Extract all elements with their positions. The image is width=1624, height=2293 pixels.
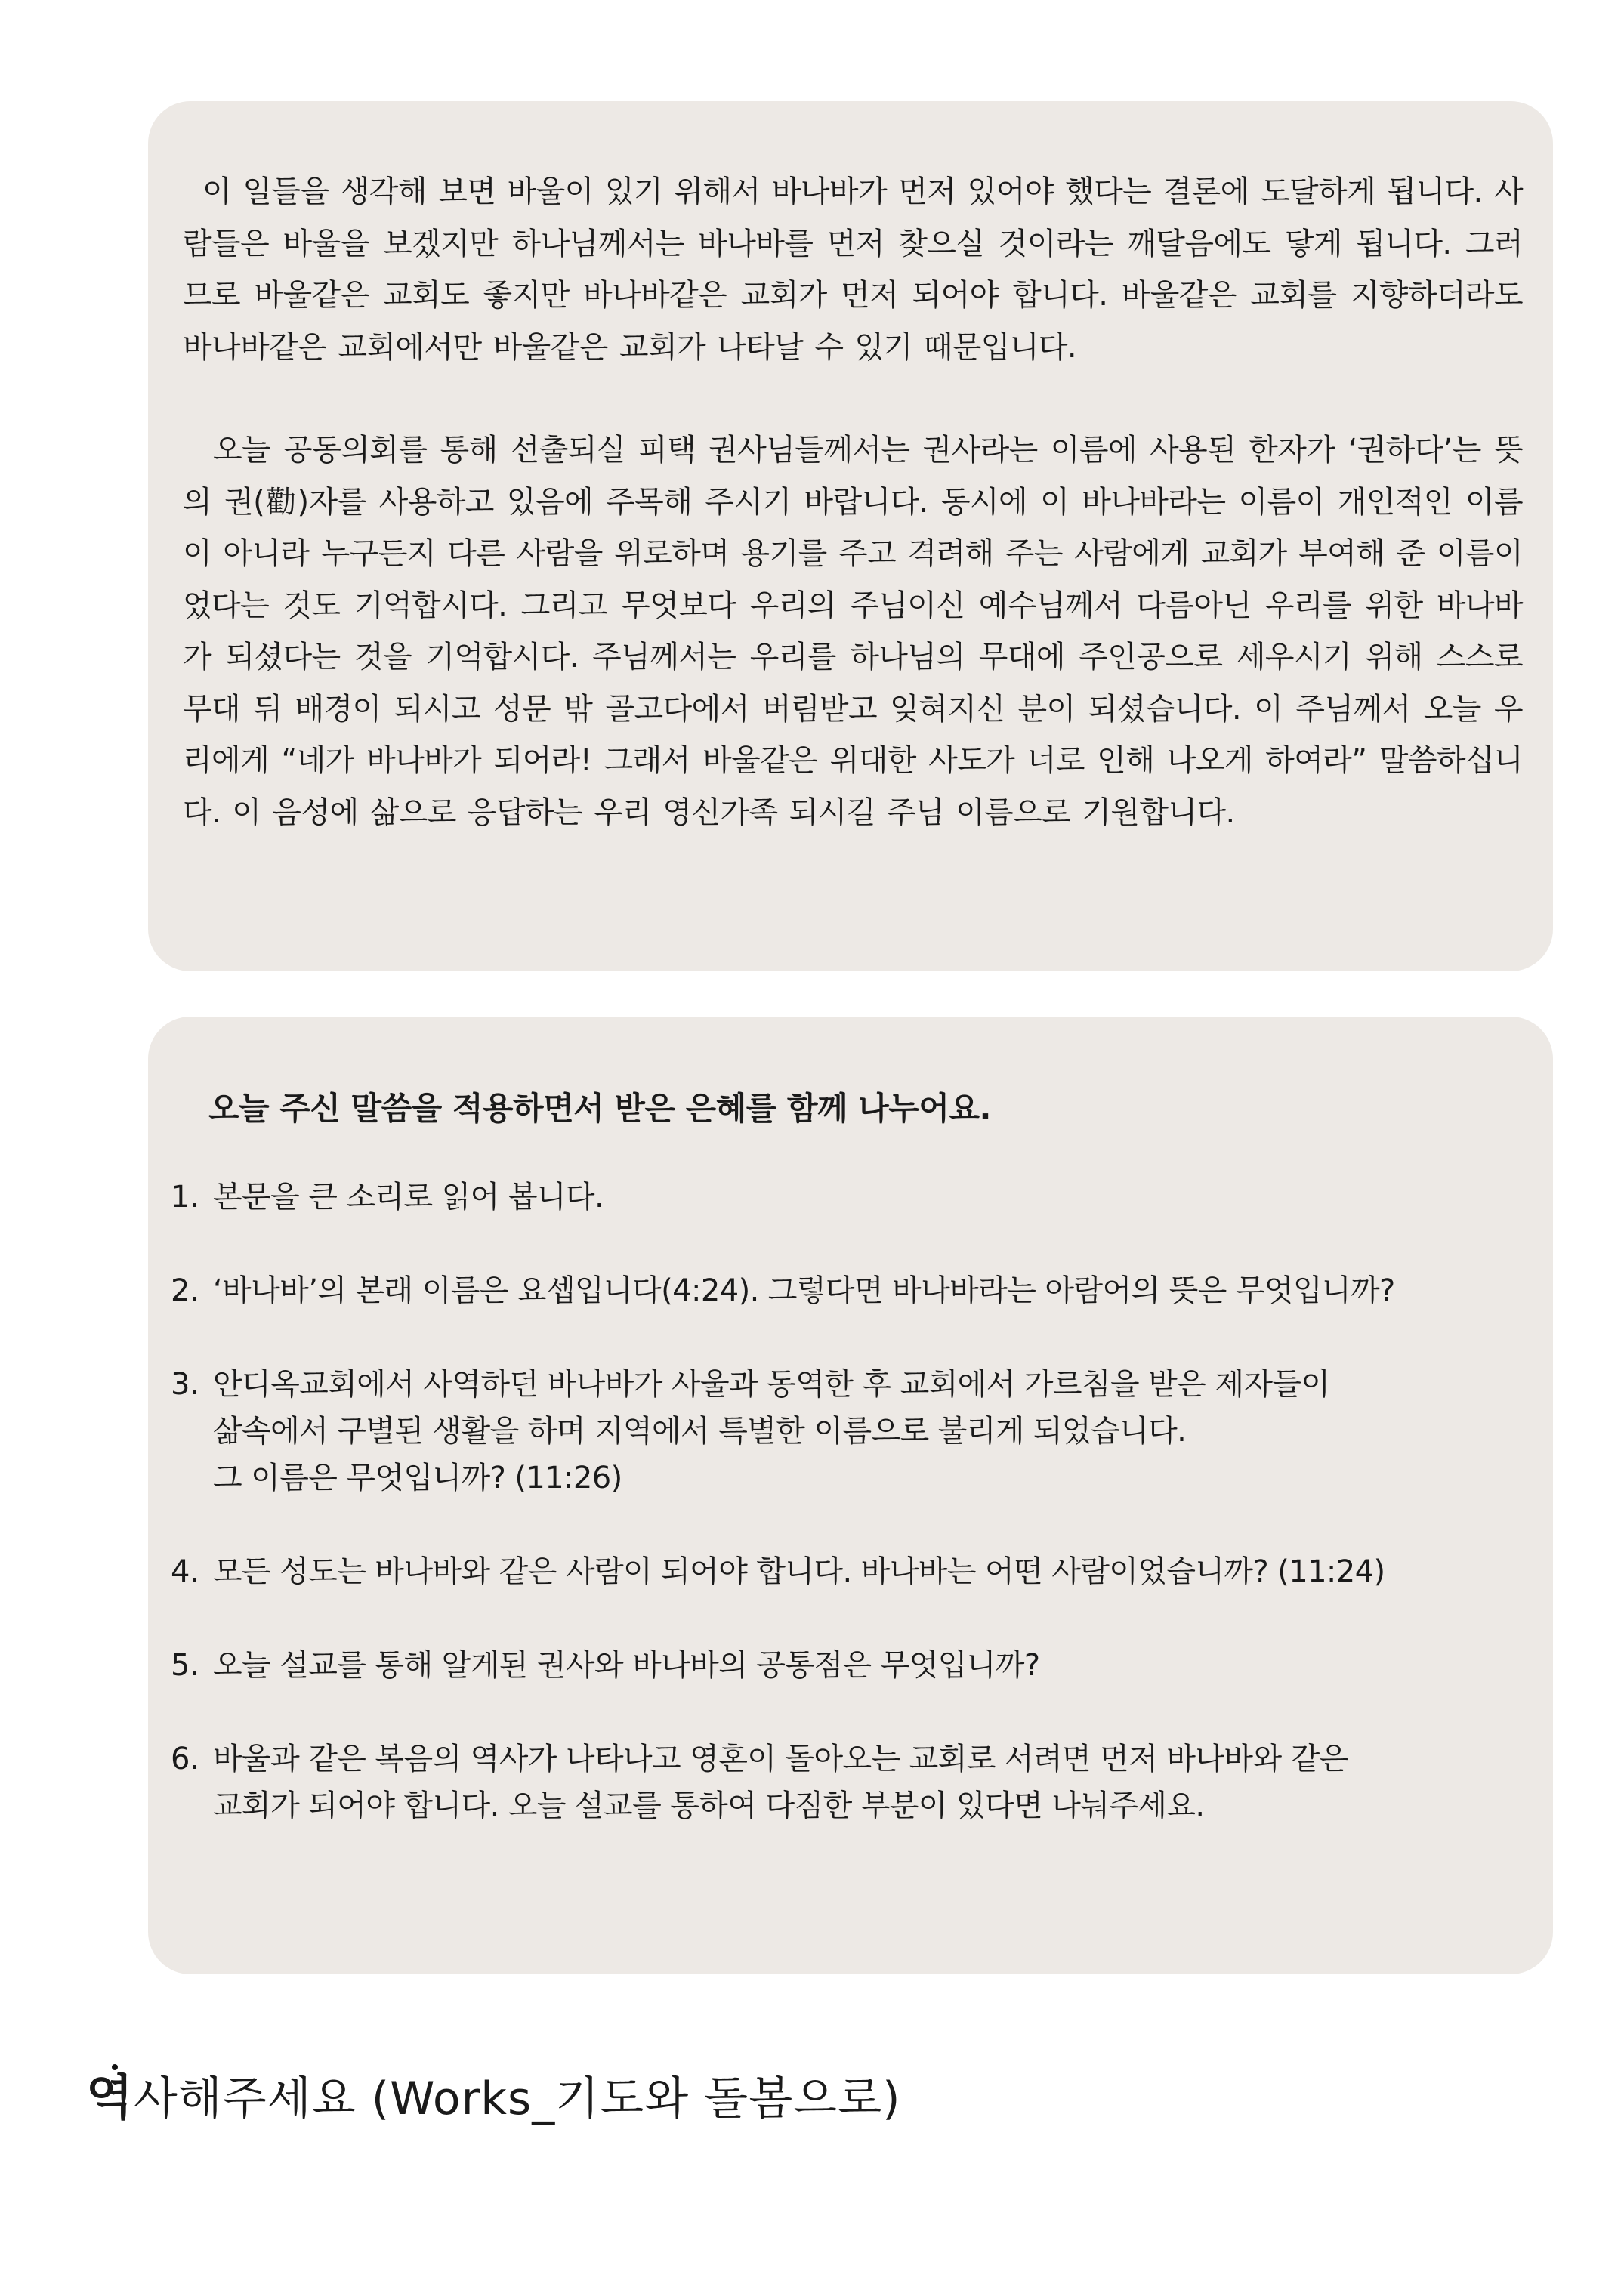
question-text: 안디옥교회에서 사역하던 바나바가 사울과 동역한 후 교회에서 가르침을 받은 제자들이 삶속에서 구별된 생활을 하며 지역에서 특별한 이름으로 불리게 되었습니다. 그 이름은 무엇입니까? (11:26): [213, 1367, 1330, 1495]
reflection-paragraph-2: 오늘 공동의회를 통해 선출되실 피택 권사님들께서는 권사라는 이름에 사용된 한자가 ‘권하다’는 뜻의 권(勸)자를 사용하고 있음에 주목해 주시기 바랍니다. 동시에 이 바나바라는 이름이 개인적인 이름이 아니라 누구든지 다른 사람을 위로하며 용기를 주고 격려해 주는 사람에게 교회가 부여해 준 이름이었다는 것도 기억합시다. 그리고 무엇보다 우리의 주님이신 예수님께서 다름아닌 우리를 위한 바나바가 되셨다는 것을 기억합시다. 주님께서는 우리를 하나님의 무대에 주인공으로 세우시기 위해 스스로 무대 뒤 배경이 되시고 성문 밖 골고다에서 버림받고 잊혀지신 분이 되셨습니다. 이 주님께서 오늘 우리에게 “네가 바나바가 되어라! 그래서 바울같은 위대한 사도가 너로 인해 나오게 하여라” 말씀하십니다. 이 음성에 삶으로 응답하는 우리 영신가족 되시길 주님 이름으로 기원합니다.: [183, 433, 1523, 830]
question-item: [171, 1361, 1523, 1501]
question-item: [171, 1736, 1523, 1829]
question-list: [171, 1174, 1523, 1829]
question-item: [171, 1174, 1523, 1221]
discussion-card: [148, 1017, 1553, 1974]
reflection-card: [148, 101, 1553, 971]
discussion-heading: 오늘 주신 말씀을 적용하면서 받은 은혜를 함께 나누어요.: [208, 1090, 991, 1127]
footer-rest-text: 사해주세요 (Works_기도와 돌봄으로): [133, 2072, 901, 2125]
dot-accent-icon: [112, 2064, 118, 2070]
footer-first-char-text: 역: [86, 2070, 134, 2126]
question-text: 본문을 큰 소리로 읽어 봅니다.: [213, 1180, 604, 1214]
question-text: ‘바나바’의 본래 이름은 요셉입니다(4:24). 그렇다면 바나바라는 아람어의 뜻은 무엇입니까?: [213, 1273, 1395, 1308]
reflection-paragraph-1: 이 일들을 생각해 보면 바울이 있기 위해서 바나바가 먼저 있어야 했다는 결론에 도달하게 됩니다. 사람들은 바울을 보겠지만 하나님께서는 바나바를 먼저 찾으실 것이라는 깨달음에도 닿게 됩니다. 그러므로 바울같은 교회도 좋지만 바나바같은 교회가 먼저 되어야 합니다. 바울같은 교회를 지향하더라도 바나바같은 교회에서만 바울같은 교회가 나타날 수 있기 때문입니다.: [183, 174, 1523, 365]
question-item: [171, 1548, 1523, 1595]
question-number: 5.: [171, 1648, 199, 1683]
question-text: 오늘 설교를 통해 알게된 권사와 바나바의 공통점은 무엇입니까?: [213, 1648, 1040, 1683]
question-number: 4.: [171, 1554, 199, 1589]
question-item: [171, 1267, 1523, 1314]
question-number: 2.: [171, 1273, 199, 1308]
footer-first-char: [86, 2070, 134, 2126]
question-text: 바울과 같은 복음의 역사가 나타나고 영혼이 돌아오는 교회로 서려면 먼저 바나바와 같은 교회가 되어야 합니다. 오늘 설교를 통하여 다짐한 부분이 있다면 나눠주세요.: [213, 1742, 1348, 1823]
paragraph-spacer: [183, 373, 1523, 424]
question-number: 3.: [171, 1367, 199, 1402]
question-text: 모든 성도는 바나바와 같은 사람이 되어야 합니다. 바나바는 어떤 사람이었습니까? (11:24): [213, 1554, 1385, 1589]
question-item: [171, 1642, 1523, 1689]
question-number: 6.: [171, 1742, 199, 1776]
works-footer-title: [86, 2068, 901, 2129]
question-number: 1.: [171, 1180, 199, 1214]
